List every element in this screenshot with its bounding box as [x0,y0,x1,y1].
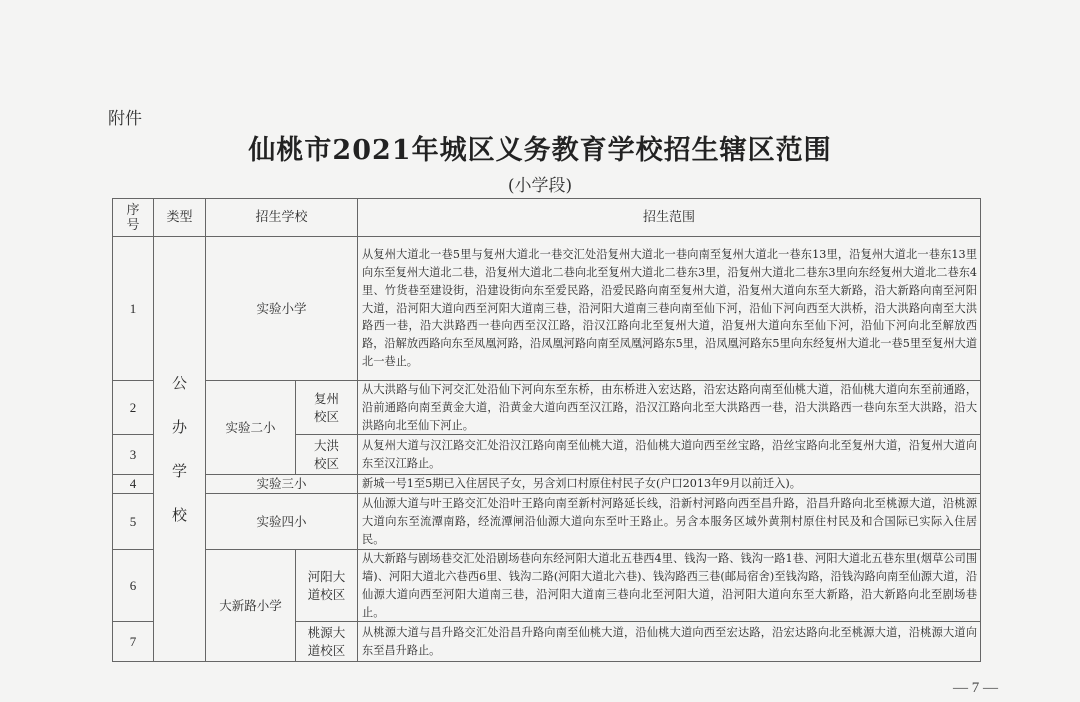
enrollment-table [112,198,981,662]
type-char: 学 [171,462,187,481]
row-number: 7 [113,622,154,662]
header-range: 招生范围 [358,199,981,237]
type-char: 公 [171,374,187,393]
campus-name: 大洪校区 [296,435,358,475]
row-number: 1 [113,237,154,381]
enrollment-range: 新城一号1至5期已入住居民子女，另含刘口村原住村民子女(户口2013年9月以前迁入)。 [358,475,981,494]
table-row [113,494,981,550]
row-number: 4 [113,475,154,494]
page-number: — 7 — [953,680,998,696]
enrollment-range: 从大洪路与仙下河交汇处沿仙下河向东至东桥，由东桥进入宏达路，沿宏达路向南至仙桃大道，沿仙桃大道向东至前通路，沿前通路向南至黄金大道，沿黄金大道向西至汉江路，沿汉江路向北至大洪路西一巷，沿大洪路西一巷向东至大洪路，沿大洪路向北至仙下河止。 [358,381,981,435]
row-number: 5 [113,494,154,550]
table-header-row [113,199,981,237]
campus-name: 桃源大道校区 [296,622,358,662]
school-name: 大新路小学 [206,550,296,662]
row-number: 2 [113,381,154,435]
enrollment-range: 从大新路与剧场巷交汇处沿剧场巷向东经河阳大道北五巷西4里、钱沟一路、钱沟一路1巷、河阳大道北五巷东里(烟草公司围墙)、河阳大道北六巷西6里、钱沟二路(河阳大道北六巷)、钱沟路西三巷(邮局宿舍)至钱沟路，沿钱沟路向南至仙源大道，沿仙源大道向西至河阳大道南三巷，沿河阳大道南三巷向北至河阳大道，沿河阳大道向东至大新路，沿大新路向北至剧场巷止。 [358,550,981,622]
campus-name: 河阳大道校区 [296,550,358,622]
type-char: 校 [171,506,187,525]
school-name: 实验小学 [206,237,358,381]
school-type-cell [154,237,206,662]
document-subtitle: (小学段) [507,176,573,196]
enrollment-range: 从复州大道与汉江路交汇处沿汉江路向南至仙桃大道，沿仙桃大道向西至丝宝路，沿丝宝路向北至复州大道，沿复州大道向东至汉江路止。 [358,435,981,475]
enrollment-range: 从仙源大道与叶王路交汇处沿叶王路向南至新村河路延长线，沿新村河路向西至昌升路，沿昌升路向北至桃源大道，沿桃源大道向东至流潭南路，经流潭闸沿仙源大道向东至叶王路止。另含本服务区域外黄荆村原住村民及和合国际已实际入住居民。 [358,494,981,550]
row-number: 3 [113,435,154,475]
row-number: 6 [113,550,154,622]
school-name: 实验二小 [206,381,296,475]
document-title: 仙桃市2021年城区义务教育学校招生辖区范围 [248,135,832,166]
school-name: 实验三小 [206,475,358,494]
table-row [113,381,981,435]
type-char: 办 [171,418,187,437]
annex-label: 附件 [108,109,142,129]
table-row [113,475,981,494]
table-row [113,550,981,622]
table-row [113,237,981,381]
enrollment-range: 从桃源大道与昌升路交汇处沿昌升路向南至仙桃大道，沿仙桃大道向西至宏达路，沿宏达路向北至桃源大道，沿桃源大道向东至昌升路止。 [358,622,981,662]
header-no: 序号 [113,199,154,237]
header-school: 招生学校 [206,199,358,237]
header-type: 类型 [154,199,206,237]
campus-name: 复州校区 [296,381,358,435]
enrollment-range: 从复州大道北一巷5里与复州大道北一巷交汇处沿复州大道北一巷向南至复州大道北一巷东13里，沿复州大道北一巷东13里向东至复州大道北二巷，沿复州大道北二巷向北至复州大道北二巷东3里，沿复州大道北二巷东3里向东经复州大道北二巷东4里、竹货巷至建设街，沿建设街向东至爱民路，沿爱民路向南至复州大道，沿复州大道向东至大新路，沿大新路向南至河阳大道，沿河阳大道向西至河阳大道南三巷，沿河阳大道南三巷向南至仙下河，沿仙下河向西至大洪桥，沿大洪路向南至大洪路西一巷，沿大洪路西一巷向西至汉江路，沿汉江路向北至复州大道，沿复州大道向东至仙下河，沿仙下河向北至解放西路，沿解放西路向东至凤凰河路，沿凤凰河路向南至凤凰河路东5里，沿凤凰河路东5里向东经复州大道北一巷5里至复州大道北一巷止。 [358,237,981,381]
school-name: 实验四小 [206,494,358,550]
